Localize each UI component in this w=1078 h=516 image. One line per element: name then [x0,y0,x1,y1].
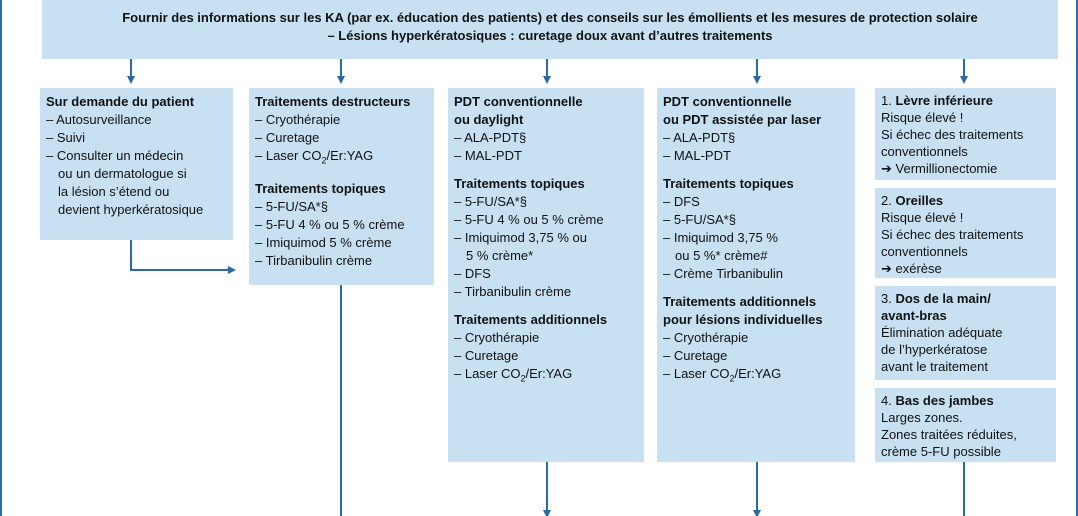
col3-item2b: – Tirbanibulin crème [454,283,638,301]
n3-line: Élimination adéquate [881,325,1003,340]
col3-item2-cont: 5 % crème* [466,248,534,263]
col4-item: – ALA-PDT§ [663,129,849,147]
col3-title-l2: ou daylight [454,112,524,127]
col3-item3: – Cryothérapie [454,329,638,347]
col4-item3: – Cryothérapie [663,329,849,347]
col3-title3: Traitements additionnels [454,312,608,327]
col2-item: – Cryothérapie [255,111,428,129]
col2-item2: – 5-FU 4 % ou 5 % crème [255,216,428,234]
col2-item2: – 5-FU/SA*§ [255,198,428,216]
col1-item-cont: la lésion s’étend ou [58,184,170,199]
box-ears [875,188,1056,278]
n3-line: avant le traitement [881,359,988,374]
col4-item2b: – Crème Tirbanibulin [663,265,849,283]
n1-line: Si échec des traitements [881,127,1024,142]
col3-title2: Traitements topiques [454,176,585,191]
header-line-1: Fournir des informations sur les KA (par ex. éducation des patients) et des conseils sur les émollients et les mesures de protection solaire [122,10,978,25]
col4-item3-laser: – Laser $CO_2/Er:YAG$ [663,365,849,388]
n2-line: Si échec des traitements [881,227,1024,242]
col4-item2: – Imiquimod 3,75 % [663,229,849,247]
n3-heading: 3. Dos de la main/ [881,291,991,306]
n2-line: Risque élevé ! [881,210,964,225]
box-lower-lip [875,88,1056,180]
n1-heading: 1. Lèvre inférieure [881,93,994,108]
col4-item2: – 5-FU/SA*§ [663,211,849,229]
col3-item2: – 5-FU/SA*§ [454,193,638,211]
col1-item: – Suivi [46,129,227,147]
col4-item: – MAL-PDT [663,147,849,165]
col3-item2: – 5-FU 4 % ou 5 % crème [454,211,638,229]
col3-item2b: – DFS [454,265,638,283]
col4-title3-l1: Traitements additionnels [663,294,817,309]
col4-item3: – Curetage [663,347,849,365]
n4-line: crème 5-FU possible [881,444,1001,459]
col4-title3-l2: pour lésions individuelles [663,312,823,327]
box-back-hand [875,286,1056,380]
col1-title: Sur demande du patient [46,94,195,109]
col3-title-l1: PDT conventionnelle [454,94,583,109]
col3-item3: – Curetage [454,347,638,365]
n1-line: ➔ Vermillionectomie [881,161,998,176]
box-destructive-treatments [249,88,434,285]
col4-title-l1: PDT conventionnelle [663,94,792,109]
n4-line: Zones traitées réduites, [881,427,1017,442]
col1-item-cont: ou un dermatologue si [58,166,187,181]
n4-line: Larges zones. [881,410,963,425]
box-pdt-daylight [448,88,644,462]
n2-line: ➔ exérèse [881,261,942,276]
box-pdt-laser [657,88,855,462]
col1-item: – Consulter un médecin [46,147,227,165]
n2-line: conventionnels [881,244,968,259]
n3-heading-l2: avant-bras [881,308,947,323]
n3-line: de l’hyperkératose [881,342,988,357]
box-patient-request [40,88,233,240]
col3-item: – ALA-PDT§ [454,129,638,147]
col1-item-cont: devient hyperkératosique [58,202,204,217]
n1-line: conventionnels [881,144,968,159]
col2-item2: – Imiquimod 5 % crème [255,234,428,252]
col4-item2: – DFS [663,193,849,211]
col3-item2: – Imiquimod 3,75 % ou [454,229,638,247]
col4-title-l2: ou PDT assistée par laser [663,112,822,127]
connector-col1-to-col2 [131,240,232,270]
col2-item2: – Tirbanibulin crème [255,252,428,270]
col3-item: – MAL-PDT [454,147,638,165]
box-lower-legs [875,388,1056,462]
col2-title: Traitements destructeurs [255,94,411,109]
n2-heading: 2. Oreilles [881,193,944,208]
col2-item-laser: – Laser $CO_2/Er:YAG$ [255,147,428,170]
col2-item: – Curetage [255,129,428,147]
col1-item: – Autosurveillance [46,111,227,129]
n4-heading: 4. Bas des jambes [881,393,994,408]
col2-title2: Traitements topiques [255,180,386,196]
col3-item3-laser: – Laser $CO_2/Er:YAG$ [454,365,638,388]
header-line-2: – Lésions hyperkératosiques : curetage doux avant d’autres traitements [327,28,773,43]
n1-line: Risque élevé ! [881,110,964,125]
col4-item2-cont: ou 5 %* crème# [675,248,768,263]
col4-title2: Traitements topiques [663,176,794,191]
